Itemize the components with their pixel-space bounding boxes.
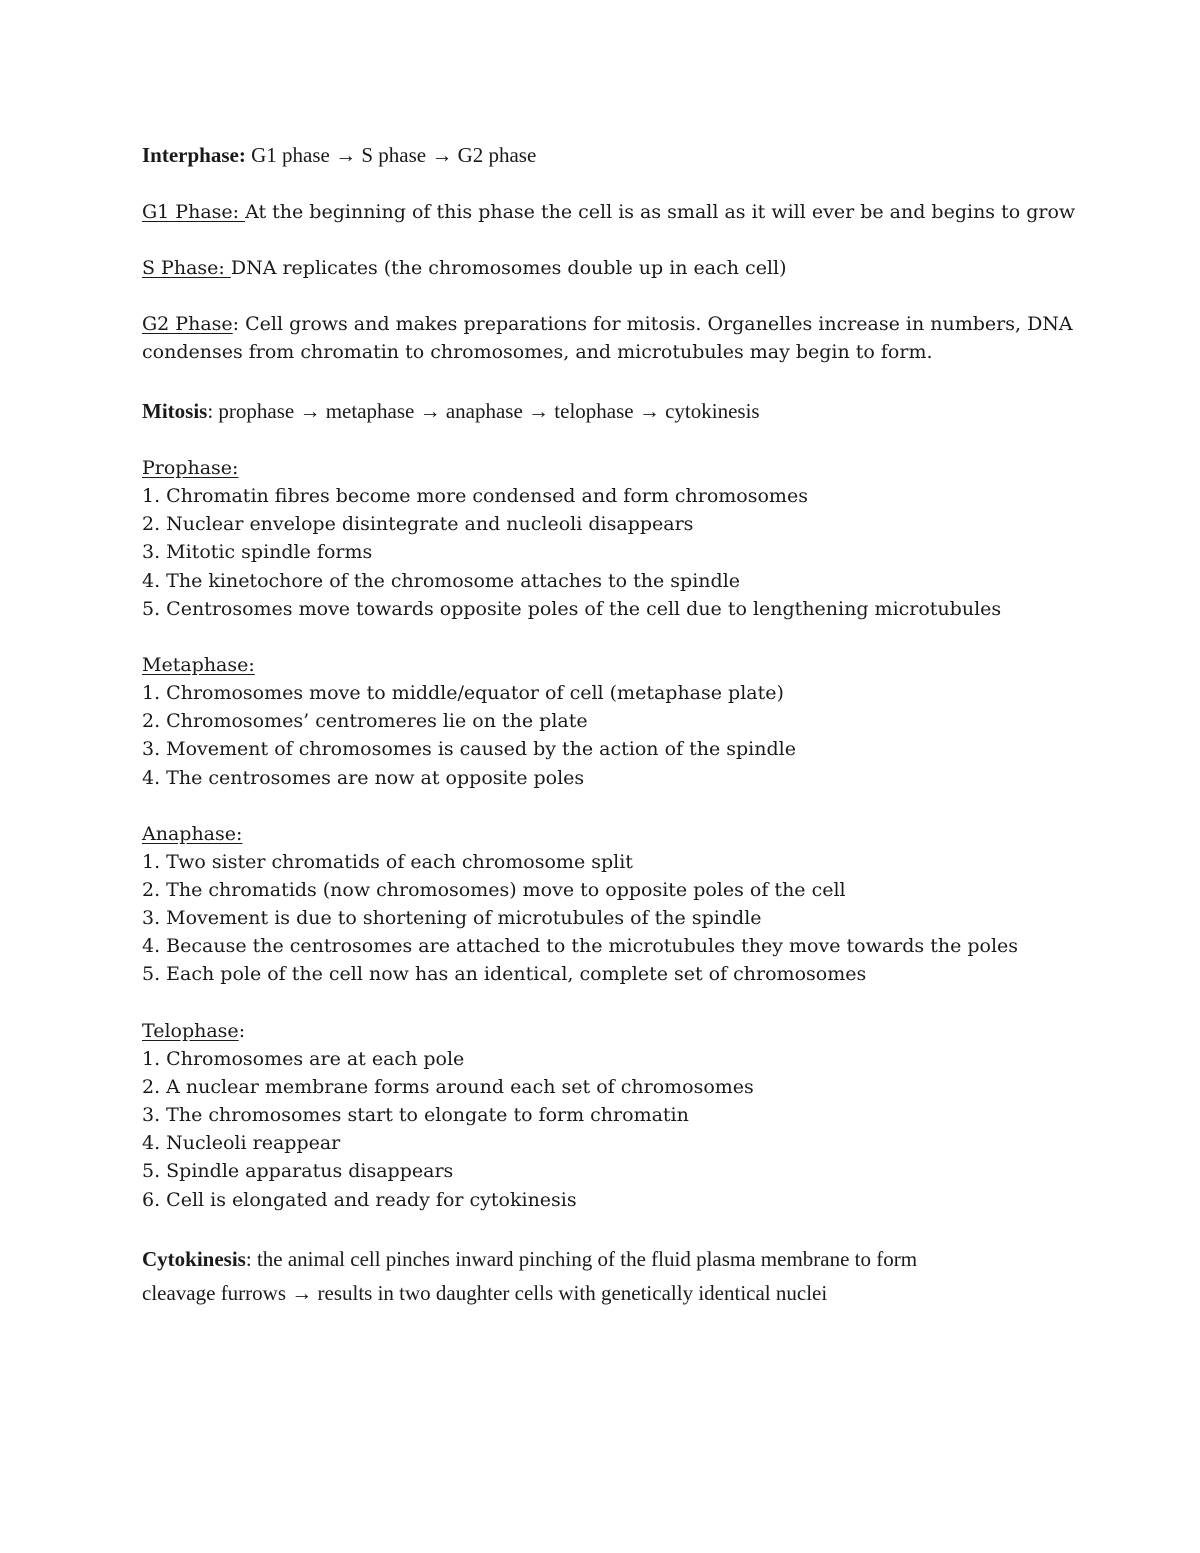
metaphase-item: 1. Chromosomes move to middle/equator of cell (metaphase plate) <box>142 681 784 704</box>
prophase-item: 3. Mitotic spindle forms <box>142 541 373 564</box>
telophase-title: Telophase <box>142 1019 239 1042</box>
prophase-item: 2. Nuclear envelope disintegrate and nucleoli disappears <box>142 513 694 536</box>
cytokinesis-text-line1: : the animal cell pinches inward pinching of the fluid plasma membrane to form <box>245 1246 918 1271</box>
metaphase-section <box>142 651 1072 679</box>
g2-phase-text-line1: : Cell grows and makes preparations for mitosis. Organelles increase in numbers, DNA <box>232 313 1073 335</box>
interphase-heading <box>142 138 1072 172</box>
cytokinesis-label: Cytokinesis <box>142 1246 246 1271</box>
anaphase-title: Anaphase: <box>142 822 243 845</box>
g1-phase-paragraph <box>142 198 1076 226</box>
metaphase-title: Metaphase: <box>142 653 255 676</box>
telophase-item: 4. Nucleoli reappear <box>142 1132 341 1155</box>
cytokinesis-text-line2: cleavage furrows → results in two daughter cells with genetically identical nuclei <box>142 1280 828 1305</box>
g2-phase-paragraph <box>142 310 1072 338</box>
s-phase-paragraph <box>142 254 1072 282</box>
anaphase-item: 4. Because the centrosomes are attached to the microtubules they move towards the poles <box>142 935 1019 958</box>
interphase-label: Interphase: <box>142 143 246 167</box>
document-page <box>142 138 1076 1310</box>
metaphase-item: 3. Movement of chromosomes is caused by the action of the spindle <box>142 738 796 761</box>
telophase-item: 6. Cell is elongated and ready for cytokinesis <box>142 1188 577 1211</box>
mitosis-heading <box>142 394 1072 428</box>
anaphase-item: 2. The chromatids (now chromosomes) move to opposite poles of the cell <box>142 878 846 901</box>
interphase-sequence: G1 phase → S phase → G2 phase <box>245 143 537 167</box>
metaphase-item: 4. The centrosomes are now at opposite poles <box>142 766 585 789</box>
mitosis-label: Mitosis <box>142 399 208 423</box>
prophase-section <box>142 454 1072 482</box>
s-phase-label: S Phase: <box>142 257 231 279</box>
anaphase-item: 1. Two sister chromatids of each chromosome split <box>142 850 633 873</box>
prophase-title: Prophase: <box>142 457 239 479</box>
prophase-item: 4. The kinetochore of the chromosome attaches to the spindle <box>142 569 741 592</box>
g1-phase-text: At the beginning of this phase the cell is as small as it will ever be and begins to grow <box>245 201 1076 223</box>
s-phase-text: DNA replicates (the chromosomes double up in each cell) <box>230 257 787 279</box>
g1-phase-label: G1 Phase: <box>142 201 246 223</box>
telophase-item: 5. Spindle apparatus disappears <box>142 1160 454 1183</box>
telophase-item: 3. The chromosomes start to elongate to form chromatin <box>142 1104 689 1126</box>
prophase-item: 5. Centrosomes move towards opposite poles of the cell due to lengthening microtubules <box>142 597 1002 620</box>
g2-phase-text-line2: condenses from chromatin to chromosomes, and microtubules may begin to form. <box>142 341 933 363</box>
prophase-item: 1. Chromatin fibres become more condensed and form chromosomes <box>142 485 808 507</box>
telophase-item: 1. Chromosomes are at each pole <box>142 1047 465 1070</box>
telophase-colon: : <box>238 1019 246 1042</box>
telophase-item: 2. A nuclear membrane forms around each set of chromosomes <box>142 1075 754 1098</box>
g2-phase-label: G2 Phase <box>142 313 233 335</box>
telophase-section <box>142 1017 1072 1045</box>
anaphase-section <box>142 820 1072 848</box>
anaphase-item: 3. Movement is due to shortening of microtubules of the spindle <box>142 907 762 930</box>
metaphase-item: 2. Chromosomes’ centromeres lie on the plate <box>142 710 588 733</box>
cytokinesis-paragraph <box>142 1242 1072 1276</box>
mitosis-sequence: : prophase → metaphase → anaphase → telophase → cytokinesis <box>207 399 760 423</box>
anaphase-item: 5. Each pole of the cell now has an identical, complete set of chromosomes <box>142 963 867 986</box>
